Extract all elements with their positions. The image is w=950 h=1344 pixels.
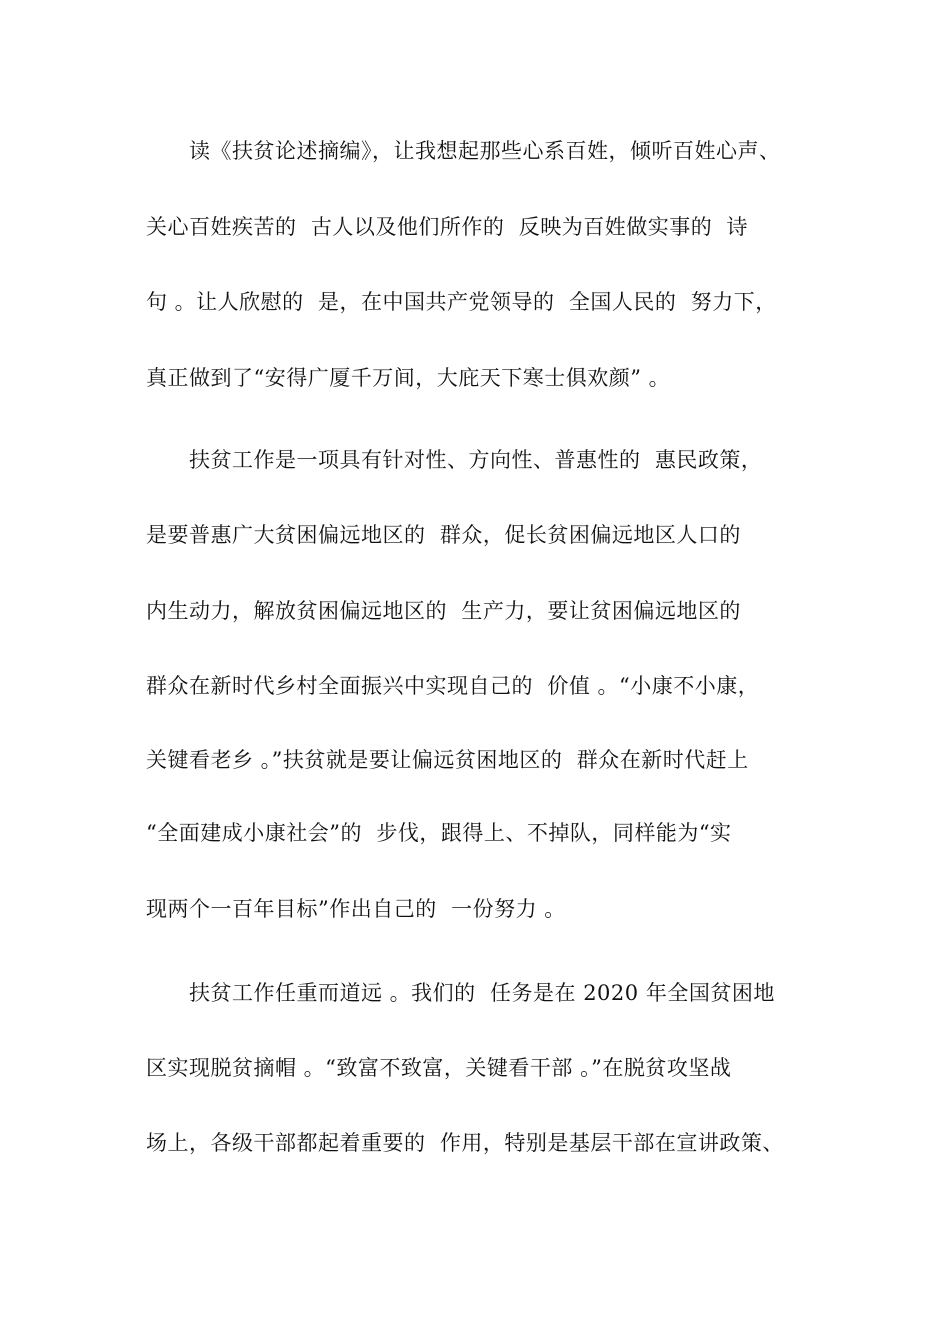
paragraph-2-line-2: 是要普惠广大贫困偏远地区的 群众，促长贫困偏远地区人口的 <box>146 523 741 547</box>
paragraph-2-line-7: 现两个一百年目标”作出自己的 一份努力 。 <box>146 897 566 921</box>
paragraph-2-line-4: 群众在新时代乡村全面振兴中实现自己的 价值 。“小康不小康， <box>146 674 760 698</box>
paragraph-2-line-1: 扶贫工作是一项具有针对性、方向性、普惠性的 惠民政策， <box>189 448 763 472</box>
paragraph-2-line-5: 关键看老乡 。”扶贫就是要让偏远贫困地区的 群众在新时代赶上 <box>146 748 749 772</box>
paragraph-1-line-4: 真正做到了“安得广厦千万间，大庇天下寒士俱欢颜” 。 <box>146 366 671 390</box>
paragraph-2-line-6: “全面建成小康社会”的 步伐，跟得上、不掉队，同样能为“实 <box>146 821 732 845</box>
paragraph-1-line-1: 读《扶贫论述摘编》，让我想起那些心系百姓，倾听百姓心声、 <box>189 139 781 163</box>
paragraph-1-line-2: 关心百姓疾苦的 古人以及他们所作的 反映为百姓做实事的 诗 <box>146 215 749 239</box>
paragraph-2-line-3: 内生动力，解放贫困偏远地区的 生产力，要让贫困偏远地区的 <box>146 599 741 623</box>
paragraph-3-line-2: 区实现脱贫摘帽 。“致富不致富，关键看干部 。”在脱贫攻坚战 <box>146 1056 732 1080</box>
paragraph-3-line-3: 场上，各级干部都起着重要的 作用，特别是基层干部在宣讲政策、 <box>146 1131 784 1155</box>
paragraph-3-line-1: 扶贫工作任重而道远 。我们的 任务是在 2020 年全国贫困地 <box>189 981 775 1005</box>
paragraph-1-line-3: 句 。让人欣慰的 是，在中国共产党领导的 全国人民的 努力下， <box>146 290 777 314</box>
